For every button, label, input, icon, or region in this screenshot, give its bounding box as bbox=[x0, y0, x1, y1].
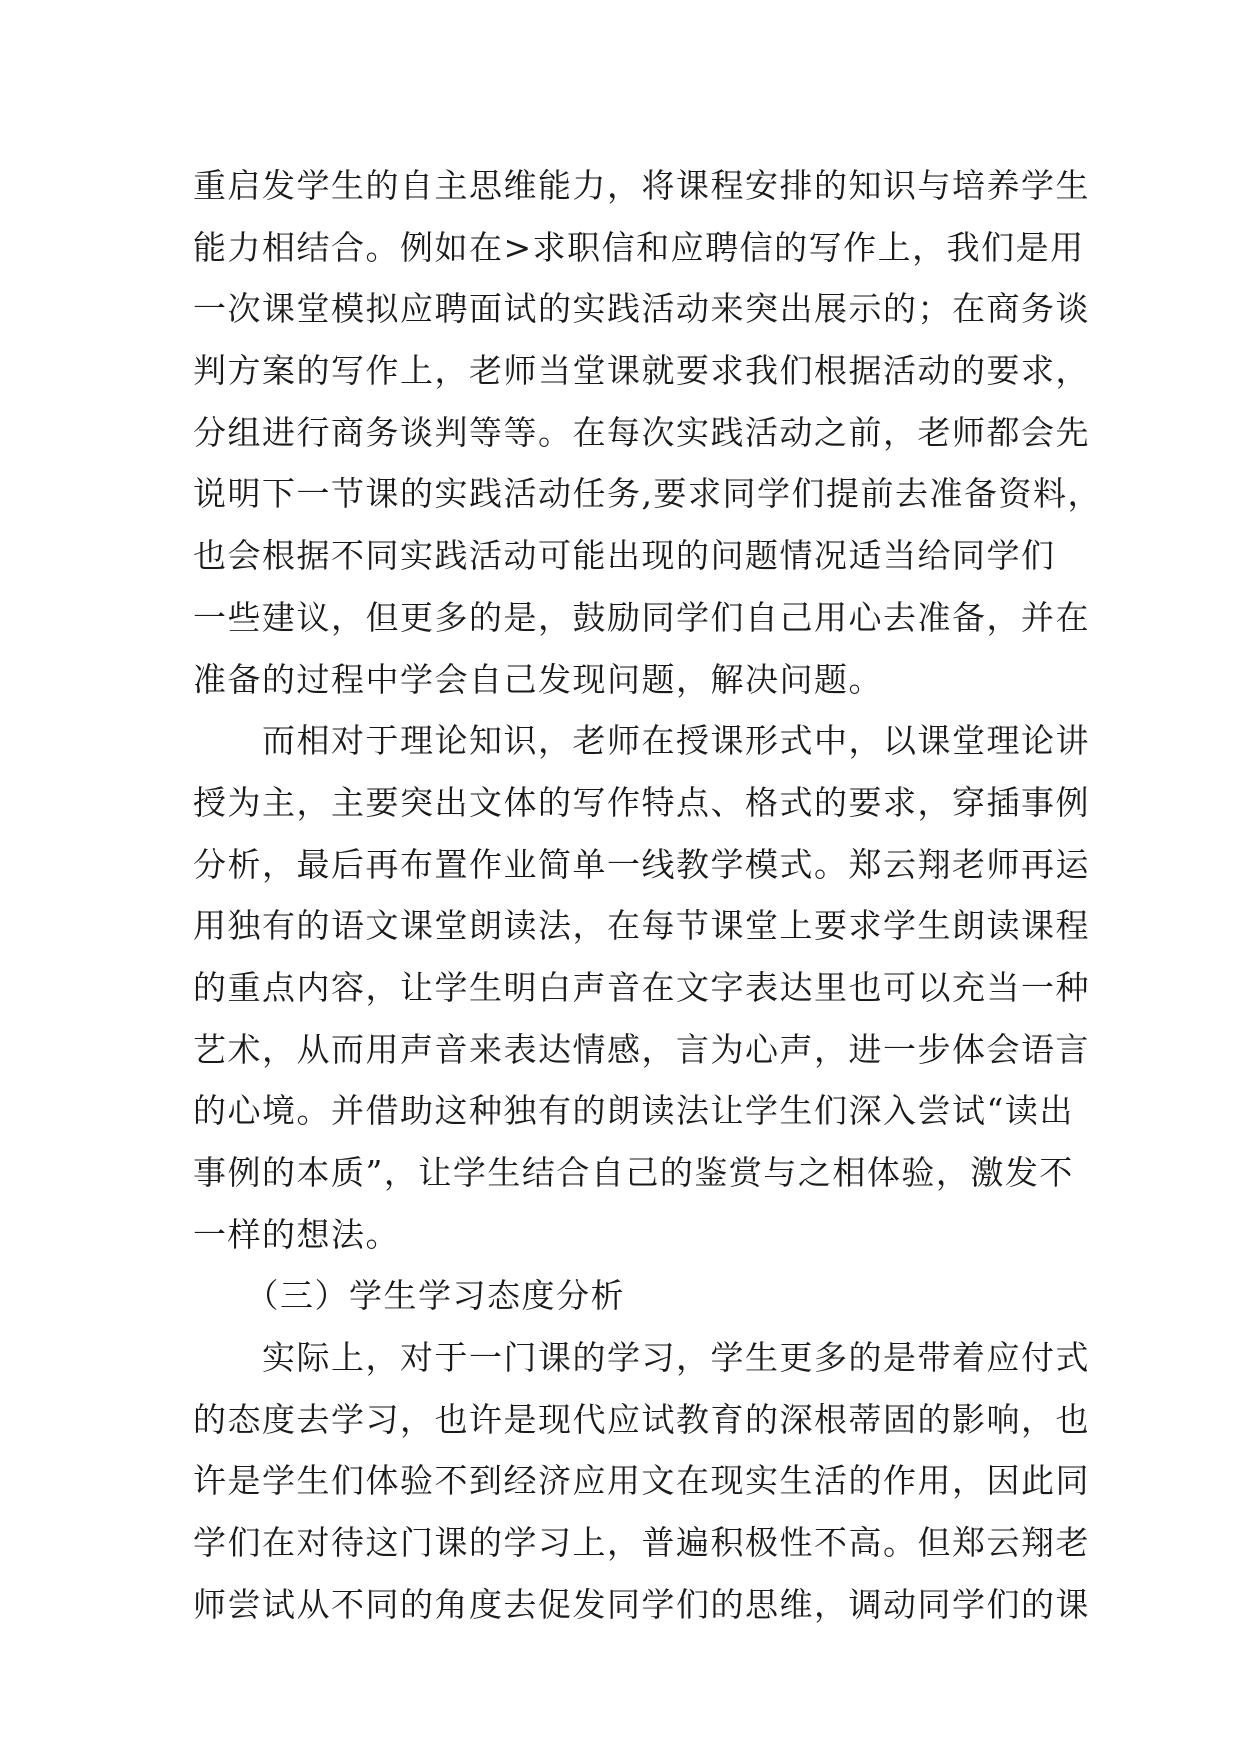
text-line: 艺术，从而用声音来表达情感，言为心声，进一步体会语言 bbox=[193, 1029, 1090, 1069]
text-line: 学们在对待这门课的学习上，普遍积极性不高。但郑云翔老 bbox=[193, 1523, 1090, 1563]
text-line: 判方案的写作上，老师当堂课就要求我们根据活动的要求， bbox=[193, 351, 1090, 391]
text-line: 一次课堂模拟应聘面试的实践活动来突出展示的；在商务谈 bbox=[193, 289, 1090, 329]
text-line: 授为主，主要突出文体的写作特点、格式的要求，穿插事例 bbox=[193, 782, 1090, 822]
text-line: 一些建议，但更多的是，鼓励同学们自己用心去准备，并在 bbox=[193, 597, 1090, 637]
text-line: 用独有的语文课堂朗读法，在每节课堂上要求学生朗读课程 bbox=[193, 906, 1090, 946]
text-line: 的重点内容，让学生明白声音在文字表达里也可以充当一种 bbox=[193, 967, 1090, 1007]
text-line: 说明下一节课的实践活动任务,要求同学们提前去准备资料， bbox=[193, 474, 1102, 514]
text-line: 的态度去学习，也许是现代应试教育的深根蒂固的影响，也 bbox=[193, 1399, 1090, 1439]
text-line: 师尝试从不同的角度去促发同学们的思维，调动同学们的课 bbox=[193, 1584, 1090, 1624]
text-line: 准备的过程中学会自己发现问题，解决问题。 bbox=[193, 659, 883, 699]
text-line: （三）学生学习态度分析 bbox=[193, 1276, 625, 1316]
text-line: 分析，最后再布置作业简单一线教学模式。郑云翔老师再运 bbox=[193, 844, 1090, 884]
text-line: 能力相结合。例如在>求职信和应聘信的写作上，我们是用 bbox=[193, 227, 1085, 267]
text-line: 重启发学生的自主思维能力，将课程安排的知识与培养学生 bbox=[193, 166, 1090, 205]
text-line: 的心境。并借助这种独有的朗读法让学生们深入尝试“读出 bbox=[193, 1091, 1074, 1131]
text-line: 事例的本质”，让学生结合自己的鉴赏与之相体验，激发不 bbox=[193, 1153, 1074, 1192]
text-line: 实际上，对于一门课的学习，学生更多的是带着应付式 bbox=[193, 1338, 1090, 1378]
text-line: 一样的想法。 bbox=[193, 1214, 400, 1254]
text-line: 许是学生们体验不到经济应用文在现实生活的作用，因此同 bbox=[193, 1461, 1090, 1501]
text-line: 而相对于理论知识，老师在授课形式中，以课堂理论讲 bbox=[193, 721, 1090, 761]
body-text bbox=[193, 155, 1102, 1636]
text-line: 分组进行商务谈判等等。在每次实践活动之前，老师都会先 bbox=[193, 412, 1090, 452]
text-line: 也会根据不同实践活动可能出现的问题情况适当给同学们 bbox=[193, 536, 1056, 576]
